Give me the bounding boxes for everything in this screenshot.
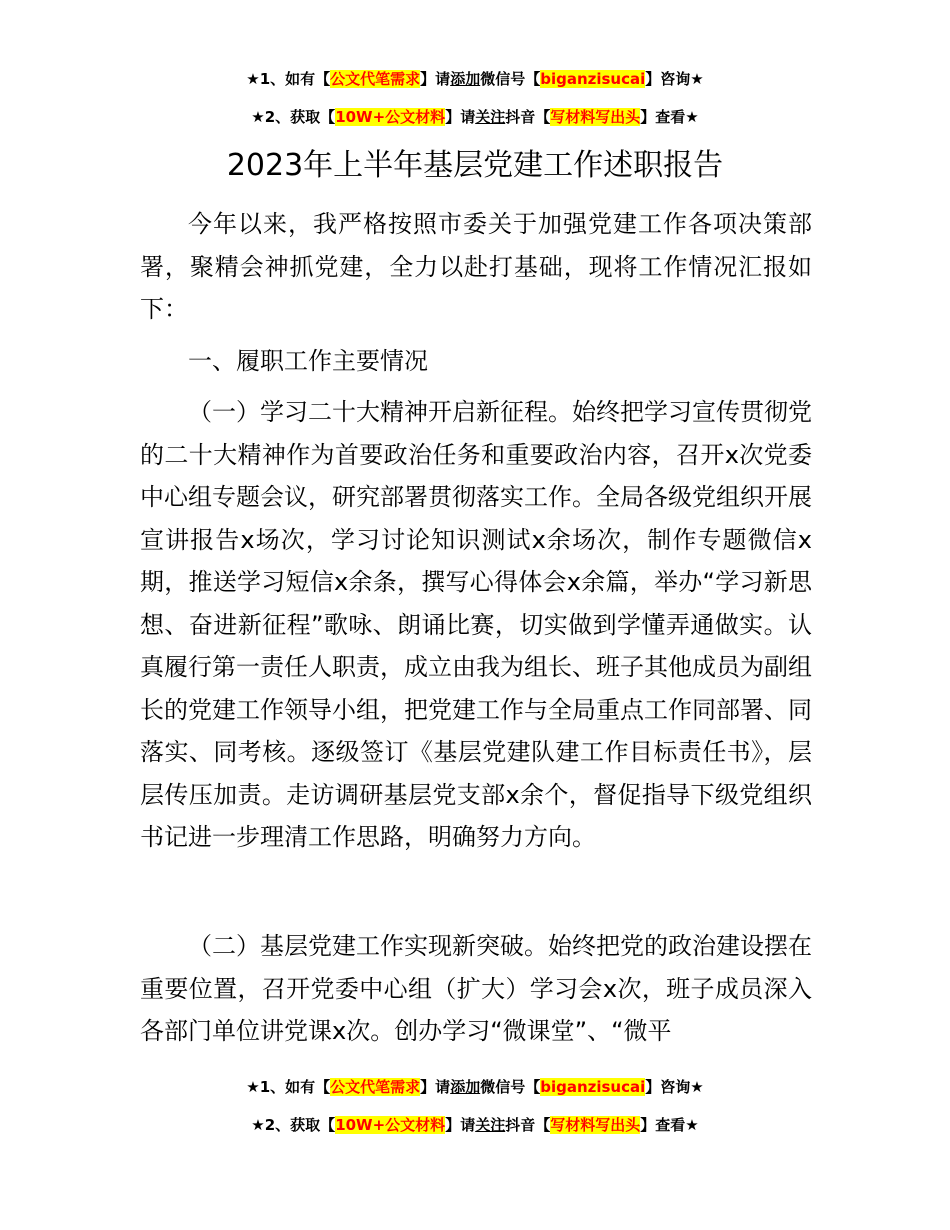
promo-text: 抖音【 — [505, 1116, 551, 1134]
promo-text: 微信号【 — [480, 70, 541, 88]
promo-douyin-id: 写材料写出头 — [550, 108, 641, 126]
body-paragraph-1: （一）学习二十大精神开启新征程。始终把学习宣传贯彻党的二十大精神作为首要政治任务和重要政治内容，召开x次党委中心组专题会议，研究部署贯彻落实工作。全局各级党组织开展宣讲报告x场次，学习讨论知识测试x余场次，制作专题微信x期，推送学习短信x余条，撰写心得体会x余篇，举办“学习新思想、奋进新征程”歌咏、朗诵比赛，切实做到学懂弄通做实。认真履行第一责任人职责，成立由我为组长、班子其他成员为副组长的党建工作领导小组，把党建工作与全局重点工作同部署、同落实、同考核。逐级签订《基层党建队建工作目标责任书》，层层传压加责。走访调研基层党支部x余个，督促指导下级党组织书记进一步理清工作思路，明确努力方向。 — [140, 398, 812, 851]
promo-text: 】咨询★ — [645, 70, 704, 88]
header-promo-line-1 — [0, 68, 950, 90]
promo-text: ★1、如有【 — [246, 1078, 331, 1096]
promo-underlined: 关注 — [475, 1116, 506, 1134]
promo-highlight: 公文代笔需求 — [330, 70, 421, 88]
promo-text: 】查看★ — [640, 1116, 699, 1134]
footer-promo-line-2 — [0, 1114, 950, 1136]
promo-text: ★2、获取【 — [251, 108, 336, 126]
promo-text: 】请 — [420, 70, 451, 88]
promo-text: 】请 — [420, 1078, 451, 1096]
promo-wechat-id: biganzisucai — [540, 70, 646, 88]
promo-text: ★2、获取【 — [251, 1116, 336, 1134]
promo-douyin-id: 写材料写出头 — [550, 1116, 641, 1134]
promo-text: 】查看★ — [640, 108, 699, 126]
promo-underlined: 添加 — [450, 70, 481, 88]
body-paragraph-2: （二）基层党建工作实现新突破。始终把党的政治建设摆在重要位置，召开党委中心组（扩大）学习会x次，班子成员深入各部门单位讲党课x次。创办学习“微课堂”、“微平 — [140, 932, 812, 1045]
promo-text: ★1、如有【 — [246, 70, 331, 88]
promo-text: 微信号【 — [480, 1078, 541, 1096]
footer-promo-line-1 — [0, 1076, 950, 1098]
promo-text: 】请 — [445, 108, 476, 126]
intro-paragraph: 今年以来，我严格按照市委关于加强党建工作各项决策部署，聚精会神抓党建，全力以赴打基础，现将工作情况汇报如下： — [140, 210, 812, 323]
promo-wechat-id: biganzisucai — [540, 1078, 646, 1096]
promo-underlined: 添加 — [450, 1078, 481, 1096]
section-heading: 一、履职工作主要情况 — [188, 347, 428, 375]
document-title: 2023年上半年基层党建工作述职报告 — [226, 148, 724, 183]
promo-text: 】咨询★ — [645, 1078, 704, 1096]
header-promo-line-2 — [0, 106, 950, 128]
promo-highlight: 10W+公文材料 — [335, 108, 446, 126]
promo-highlight: 公文代笔需求 — [330, 1078, 421, 1096]
promo-text: 】请 — [445, 1116, 476, 1134]
promo-underlined: 关注 — [475, 108, 506, 126]
promo-highlight: 10W+公文材料 — [335, 1116, 446, 1134]
promo-text: 抖音【 — [505, 108, 551, 126]
